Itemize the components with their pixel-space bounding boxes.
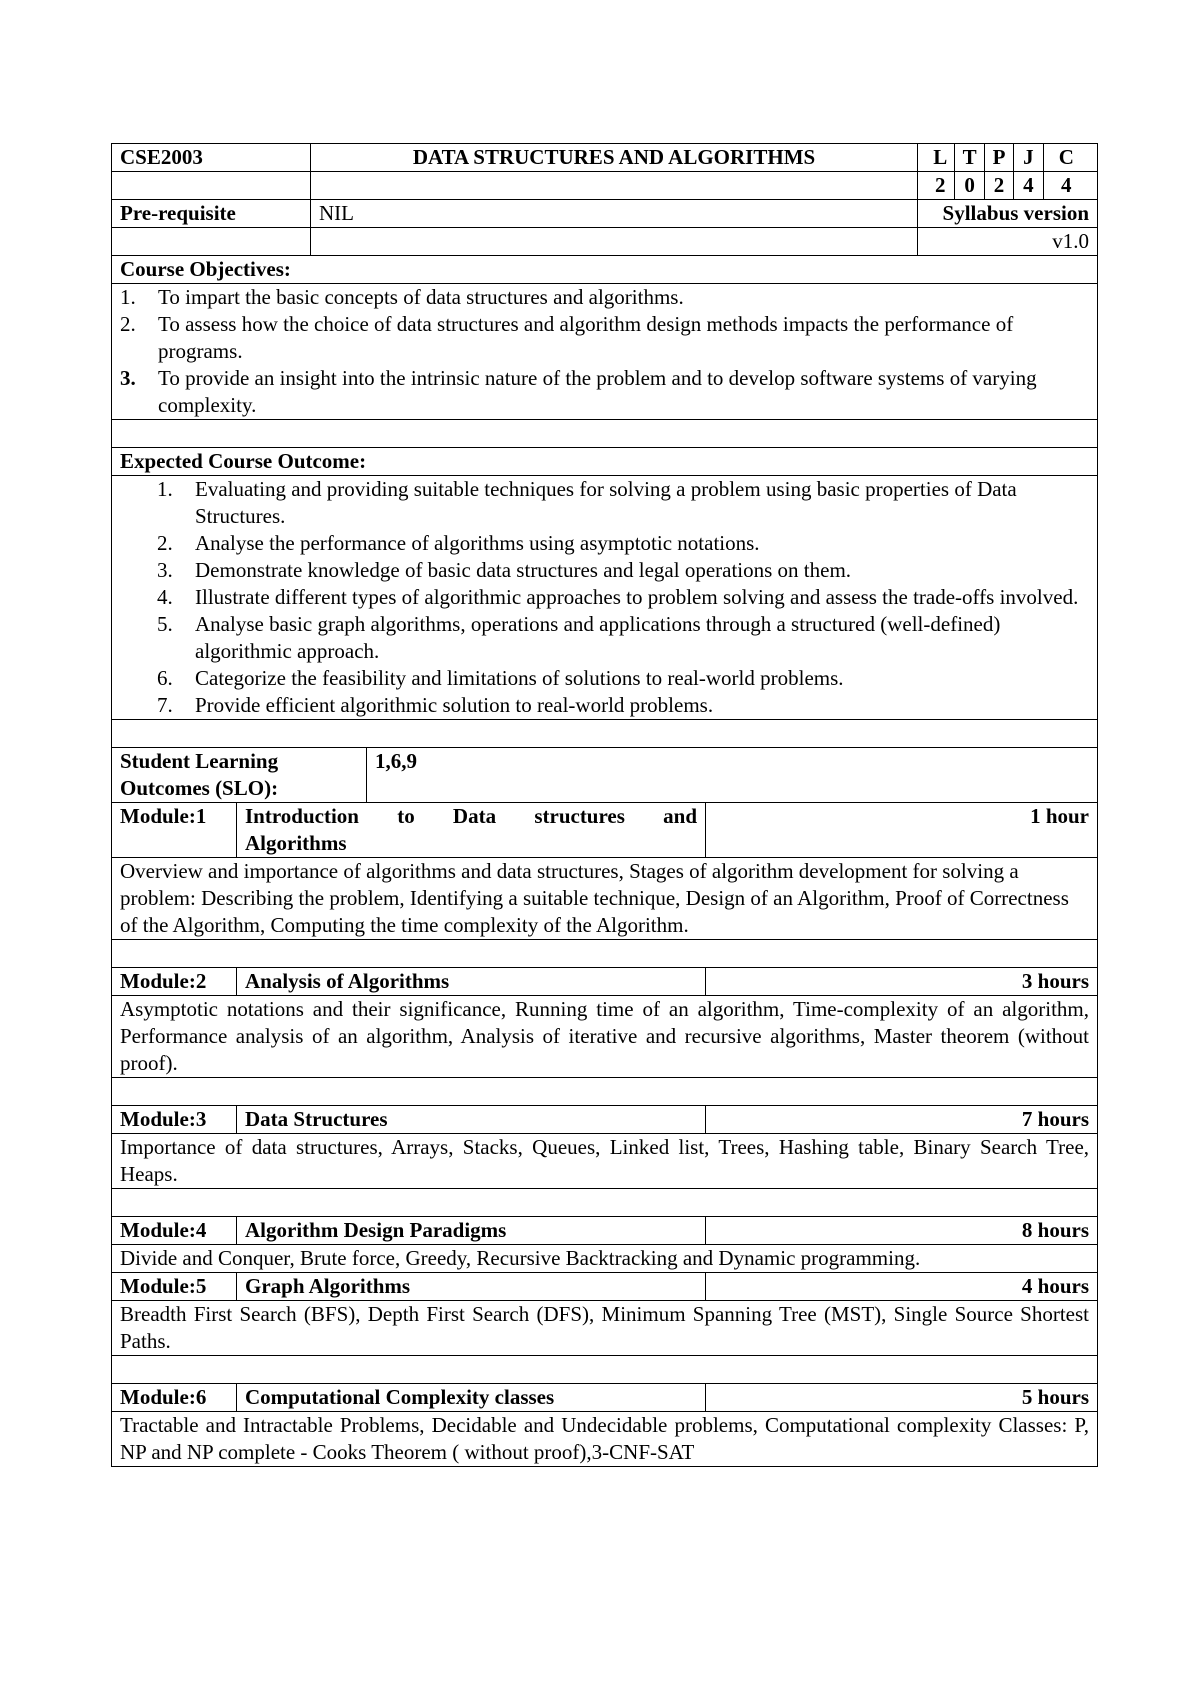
ltpjc-values bbox=[918, 172, 1098, 200]
module-hours: 1 hour bbox=[706, 803, 1098, 858]
syllabus-table bbox=[111, 143, 1098, 1467]
module-content: Overview and importance of algorithms and data structures, Stages of algorithm development for solving a problem: Describing the problem, Identifying a suitable technique, Design of an Algorithm, Proof of Correctness of the Algorithm, Computing the time complexity of the Algorithm. bbox=[112, 858, 1098, 940]
module-label: Module:3 bbox=[112, 1106, 237, 1134]
module-content: Asymptotic notations and their significance, Running time of an algorithm, Time-complexity of an algorithm, Performance analysis of an algorithm, Analysis of iterative and recursive algorithms, Master theorem (without proof). bbox=[112, 996, 1098, 1078]
prereq-value: NIL bbox=[311, 200, 918, 228]
module-content: Divide and Conquer, Brute force, Greedy, Recursive Backtracking and Dynamic programming. bbox=[112, 1245, 1098, 1273]
module-content: Breadth First Search (BFS), Depth First Search (DFS), Minimum Spanning Tree (MST), Single Source Shortest Paths. bbox=[112, 1301, 1098, 1356]
spacer-row bbox=[112, 720, 1098, 748]
module-hours: 7 hours bbox=[706, 1106, 1098, 1134]
slo-label: Student Learning Outcomes (SLO): bbox=[112, 748, 367, 803]
ltpjc-value-p: 2 bbox=[985, 172, 1014, 199]
objectives-heading: Course Objectives: bbox=[112, 256, 1098, 284]
list-item: 1. Evaluating and providing suitable techniques for solving a problem using basic properties of Data Structures. bbox=[157, 477, 1017, 528]
module-title: Graph Algorithms bbox=[237, 1273, 706, 1301]
ltpjc-label-j: J bbox=[1014, 144, 1043, 171]
syllabus-document bbox=[111, 143, 1097, 1467]
ltpjc-value-c: 4 bbox=[1061, 173, 1072, 197]
empty-cell bbox=[311, 172, 918, 200]
prereq-label: Pre-requisite bbox=[112, 200, 311, 228]
module-label: Module:2 bbox=[112, 968, 237, 996]
ltpjc-labels bbox=[918, 144, 1098, 172]
syllabus-version-label: Syllabus version bbox=[918, 200, 1098, 228]
module-hours: 4 hours bbox=[706, 1273, 1098, 1301]
ltpjc-label-p: P bbox=[985, 144, 1014, 171]
objectives-list bbox=[120, 284, 1089, 419]
module-hours: 8 hours bbox=[706, 1217, 1098, 1245]
empty-cell bbox=[112, 228, 311, 256]
spacer-row bbox=[112, 1189, 1098, 1217]
module-title: Analysis of Algorithms bbox=[237, 968, 706, 996]
list-item: 3. To provide an insight into the intrinsic nature of the problem and to develop software systems of varying complexity. bbox=[120, 366, 1037, 417]
list-item: 1. To impart the basic concepts of data structures and algorithms. bbox=[120, 285, 684, 309]
outcomes-list bbox=[120, 476, 1089, 719]
spacer-row bbox=[112, 1356, 1098, 1384]
module-content: Tractable and Intractable Problems, Decidable and Undecidable problems, Computational complexity Classes: P, NP and NP complete - Cooks Theorem ( without proof),3-CNF-SAT bbox=[112, 1412, 1098, 1467]
module-hours: 3 hours bbox=[706, 968, 1098, 996]
ltpjc-label-c: C bbox=[1058, 145, 1074, 169]
module-title: Data Structures bbox=[237, 1106, 706, 1134]
ltpjc-value-l: 2 bbox=[926, 172, 955, 199]
ltpjc-value-t: 0 bbox=[955, 172, 984, 199]
list-item: 2. Analyse the performance of algorithms using asymptotic notations. bbox=[157, 531, 760, 555]
spacer-row bbox=[112, 1078, 1098, 1106]
module-title: Introduction to Data structures and Algorithms bbox=[237, 803, 706, 858]
list-item: 4. Illustrate different types of algorithmic approaches to problem solving and assess the trade-offs involved. bbox=[157, 585, 1079, 609]
outcomes-list-cell bbox=[112, 476, 1098, 720]
empty-cell bbox=[112, 172, 311, 200]
course-code: CSE2003 bbox=[112, 144, 311, 172]
empty-cell bbox=[311, 228, 918, 256]
module-label: Module:5 bbox=[112, 1273, 237, 1301]
module-content: Importance of data structures, Arrays, Stacks, Queues, Linked list, Trees, Hashing table, Binary Search Tree, Heaps. bbox=[112, 1134, 1098, 1189]
list-item: 7. Provide efficient algorithmic solution to real-world problems. bbox=[157, 693, 714, 717]
list-item: 6. Categorize the feasibility and limitations of solutions to real-world problems. bbox=[157, 666, 844, 690]
syllabus-version: v1.0 bbox=[918, 228, 1098, 256]
ltpjc-label-t: T bbox=[955, 144, 984, 171]
objectives-list-cell bbox=[112, 284, 1098, 420]
module-label: Module:6 bbox=[112, 1384, 237, 1412]
module-label: Module:1 bbox=[112, 803, 237, 858]
ltpjc-label-l: L bbox=[926, 144, 955, 171]
slo-value: 1,6,9 bbox=[367, 748, 1098, 803]
course-title: DATA STRUCTURES AND ALGORITHMS bbox=[311, 144, 918, 172]
module-label: Module:4 bbox=[112, 1217, 237, 1245]
module-title: Computational Complexity classes bbox=[237, 1384, 706, 1412]
module-title: Algorithm Design Paradigms bbox=[237, 1217, 706, 1245]
list-item: 2. To assess how the choice of data structures and algorithm design methods impacts the performance of programs. bbox=[120, 312, 1014, 363]
module-hours: 5 hours bbox=[706, 1384, 1098, 1412]
list-item: 5. Analyse basic graph algorithms, operations and applications through a structured (well-defined) algorithmic approach. bbox=[157, 612, 1001, 663]
spacer-row bbox=[112, 940, 1098, 968]
list-item: 3. Demonstrate knowledge of basic data structures and legal operations on them. bbox=[157, 558, 852, 582]
outcomes-heading: Expected Course Outcome: bbox=[112, 448, 1098, 476]
ltpjc-value-j: 4 bbox=[1014, 172, 1043, 199]
spacer-row bbox=[112, 420, 1098, 448]
